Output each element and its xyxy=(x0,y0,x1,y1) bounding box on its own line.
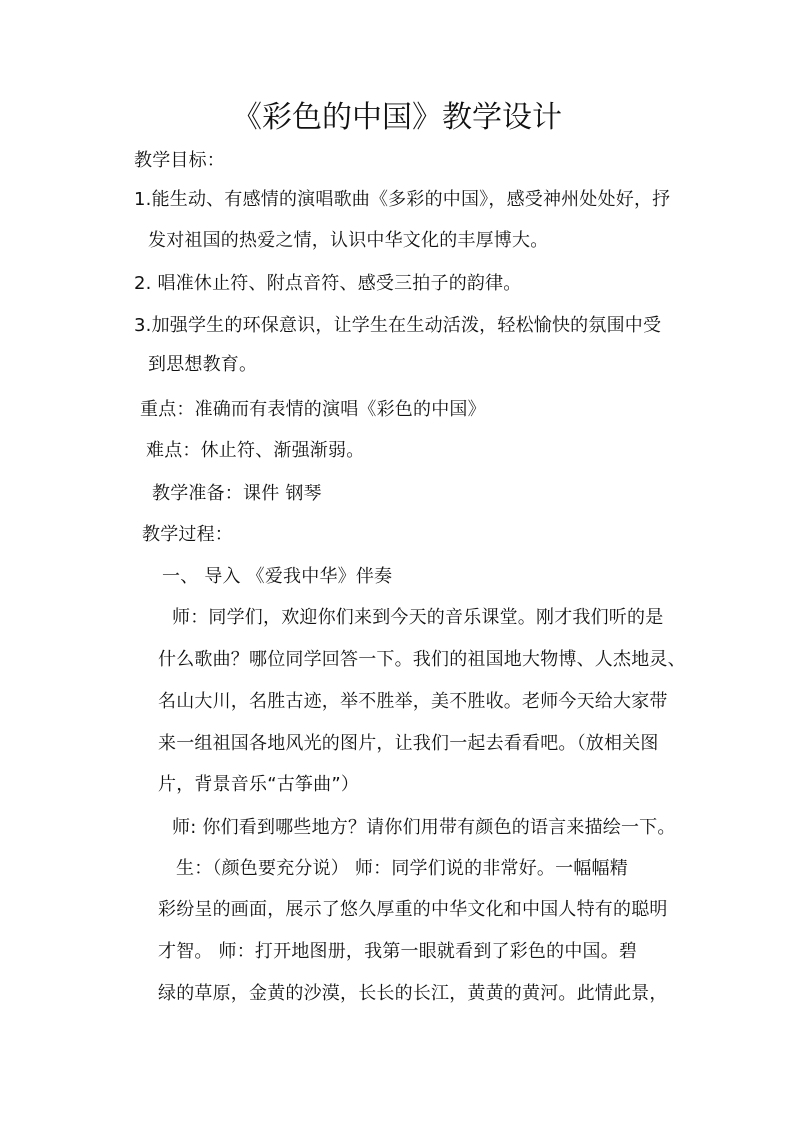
difficult-point: 难点：休止符、渐强渐弱。 xyxy=(146,440,365,461)
paragraph-1-line-5: 片，背景音乐“古筝曲”） xyxy=(158,774,360,795)
paragraph-3-line-2: 彩纷呈的画面，展示了悠久厚重的中华文化和中国人特有的聪明 xyxy=(158,899,668,920)
objective-1-line-1: 1.能生动、有感情的演唱歌曲《多彩的中国》，感受神州处处好，抒 xyxy=(134,189,671,210)
heading-objectives: 教学目标： xyxy=(134,150,225,171)
document-title: 《彩色的中国》教学设计 xyxy=(232,100,562,135)
paragraph-1-line-1: 师：同学们，欢迎你们来到今天的音乐课堂。刚才我们听的是 xyxy=(172,607,664,628)
paragraph-1-line-4: 来一组祖国各地风光的图片，让我们一起去看看吧。（放相关图 xyxy=(158,733,659,754)
paragraph-3-line-4: 绿的草原，金黄的沙漠，长长的长江，黄黄的黄河。此情此景， xyxy=(158,983,668,1004)
objective-3-line-1: 3.加强学生的环保意识，让学生在生动活泼，轻松愉快的氛围中受 xyxy=(134,315,662,336)
paragraph-1-line-2: 什么歌曲？哪位同学回答一下。我们的祖国地大物博、人杰地灵、 xyxy=(158,649,686,670)
paragraph-2: 师: 你们看到哪些地方？请你们用带有颜色的语言来描绘一下。 xyxy=(172,817,676,838)
teaching-preparation: 教学准备：课件 钢琴 xyxy=(152,483,322,504)
key-point: 重点：准确而有表情的演唱《彩色的中国》 xyxy=(140,399,486,420)
heading-process: 教学过程： xyxy=(142,524,233,545)
section-introduction: 一、 导入 《爱我中华》伴奏 xyxy=(162,566,393,587)
objective-3-line-2: 到思想教育。 xyxy=(148,354,258,375)
paragraph-3-line-1: 生：（颜色要充分说） 师：同学们说的非常好。一幅幅精 xyxy=(176,858,628,879)
objective-1-line-2: 发对祖国的热爱之情，认识中华文化的丰厚博大。 xyxy=(148,230,549,251)
paragraph-1-line-3: 名山大川，名胜古迹，举不胜举，美不胜收。老师今天给大家带 xyxy=(158,691,668,712)
objective-2: 2. 唱准休止符、附点音符、感受三拍子的韵律。 xyxy=(134,273,522,294)
paragraph-3-line-3: 才智。 师：打开地图册，我第一眼就看到了彩色的中国。碧 xyxy=(158,941,638,962)
